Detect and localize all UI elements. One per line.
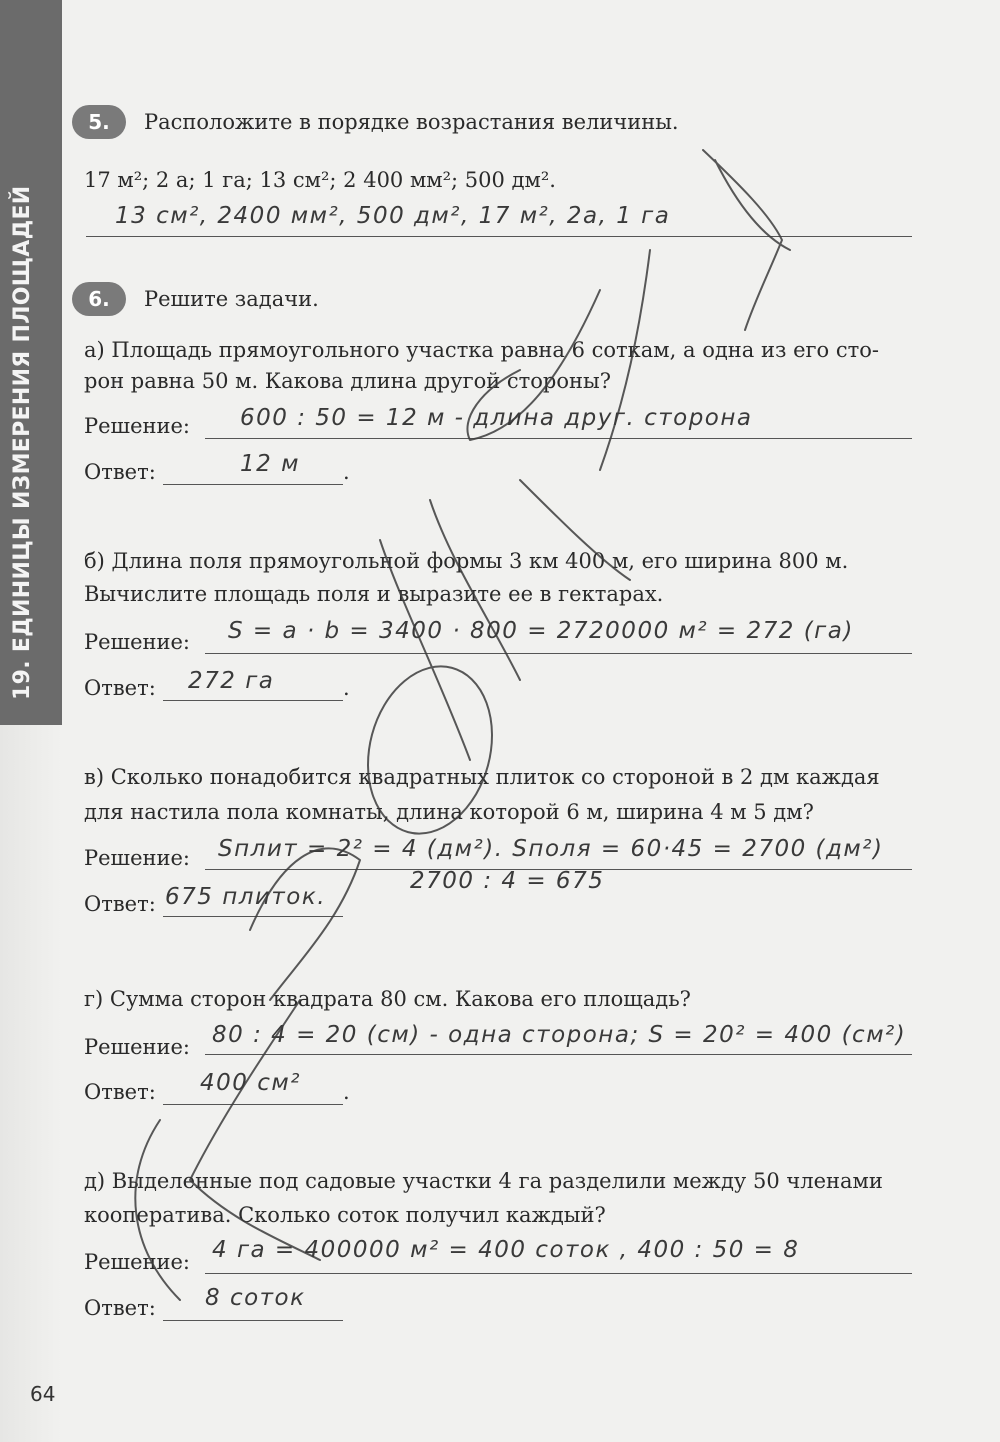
part-c-line2: для настила пола комнаты, длина которой 6 м, ширина 4 м 5 дм? — [84, 800, 814, 824]
part-b-solution: S = a · b = 3400 · 800 = 2720000 м² = 272 (га) — [228, 618, 854, 644]
part-b-solution-label: Решение: — [84, 630, 191, 654]
part-c-solution-label: Решение: — [84, 846, 191, 870]
chapter-title: 19. ЕДИНИЦЫ ИЗМЕРЕНИЯ ПЛОЩАДЕЙ — [10, 185, 35, 700]
part-b-line2: Вычислите площадь поля и выразите ее в гектарах. — [84, 582, 664, 606]
part-a-line2: рон равна 50 м. Какова длина другой стороны? — [84, 369, 611, 393]
part-c-solution-2: 2700 : 4 = 675 — [410, 868, 605, 894]
task6-title: Решите задачи. — [144, 287, 319, 311]
page-number: 64 — [30, 1382, 56, 1406]
part-c-solution: Sплит = 2² = 4 (дм²). Sполя = 60·45 = 2700 (дм²) — [218, 836, 884, 862]
part-a-solution: 600 : 50 = 12 м - длина друг. сторона — [240, 405, 753, 431]
task5-values: 17 м²; 2 а; 1 га; 13 см²; 2 400 мм²; 500 дм². — [84, 168, 556, 192]
part-c-answer-line — [163, 916, 343, 917]
part-c-answer-label: Ответ: — [84, 892, 156, 916]
part-d-period: . — [343, 1080, 350, 1104]
side-strip-lower — [0, 725, 62, 1442]
part-c-answer: 675 плиток. — [165, 884, 327, 910]
part-d-answer: 400 см² — [200, 1070, 301, 1096]
task5-answer-line — [86, 236, 912, 237]
part-a-answer: 12 м — [240, 451, 300, 477]
part-d-answer-line — [163, 1104, 343, 1105]
part-a-solution-label: Решение: — [84, 414, 191, 438]
task6-badge: 6. — [72, 282, 126, 316]
part-e-solution-label: Решение: — [84, 1250, 191, 1274]
part-b-answer-label: Ответ: — [84, 676, 156, 700]
part-e-solution-line — [205, 1273, 912, 1274]
task5-badge: 5. — [72, 105, 126, 139]
part-d-answer-label: Ответ: — [84, 1080, 156, 1104]
part-d-solution-line — [205, 1054, 912, 1055]
part-d-solution: 80 : 4 = 20 (см) - одна сторона; S = 20² = 400 (см²) — [212, 1022, 907, 1048]
part-e-answer-label: Ответ: — [84, 1296, 156, 1320]
part-a-answer-label: Ответ: — [84, 460, 156, 484]
part-b-line1: б) Длина поля прямоугольной формы 3 км 400 м, его ширина 800 м. — [84, 549, 849, 573]
task5-answer: 13 см², 2400 мм², 500 дм², 17 м², 2а, 1 га — [115, 203, 671, 229]
part-c-line1: в) Сколько понадобится квадратных плиток со стороной в 2 дм каждая — [84, 765, 880, 789]
part-a-period: . — [343, 460, 350, 484]
part-b-solution-line — [205, 653, 912, 654]
part-e-answer-line — [163, 1320, 343, 1321]
part-e-solution: 4 га = 400000 м² = 400 соток , 400 : 50 = 8 — [212, 1237, 800, 1263]
part-a-line1: а) Площадь прямоугольного участка равна 6 соткам, а одна из его сто- — [84, 338, 879, 362]
part-e-line2: кооператива. Сколько соток получил каждый? — [84, 1203, 606, 1227]
part-b-answer: 272 га — [188, 668, 275, 694]
task5-title: Расположите в порядке возрастания величины. — [144, 110, 679, 134]
part-a-answer-line — [163, 484, 343, 485]
part-e-answer: 8 соток — [205, 1285, 306, 1311]
part-b-period: . — [343, 676, 350, 700]
part-a-solution-line — [205, 438, 912, 439]
part-b-answer-line — [163, 700, 343, 701]
part-e-line1: д) Выделенные под садовые участки 4 га разделили между 50 членами — [84, 1169, 883, 1193]
part-d-line1: г) Сумма сторон квадрата 80 см. Какова его площадь? — [84, 987, 691, 1011]
part-d-solution-label: Решение: — [84, 1035, 191, 1059]
